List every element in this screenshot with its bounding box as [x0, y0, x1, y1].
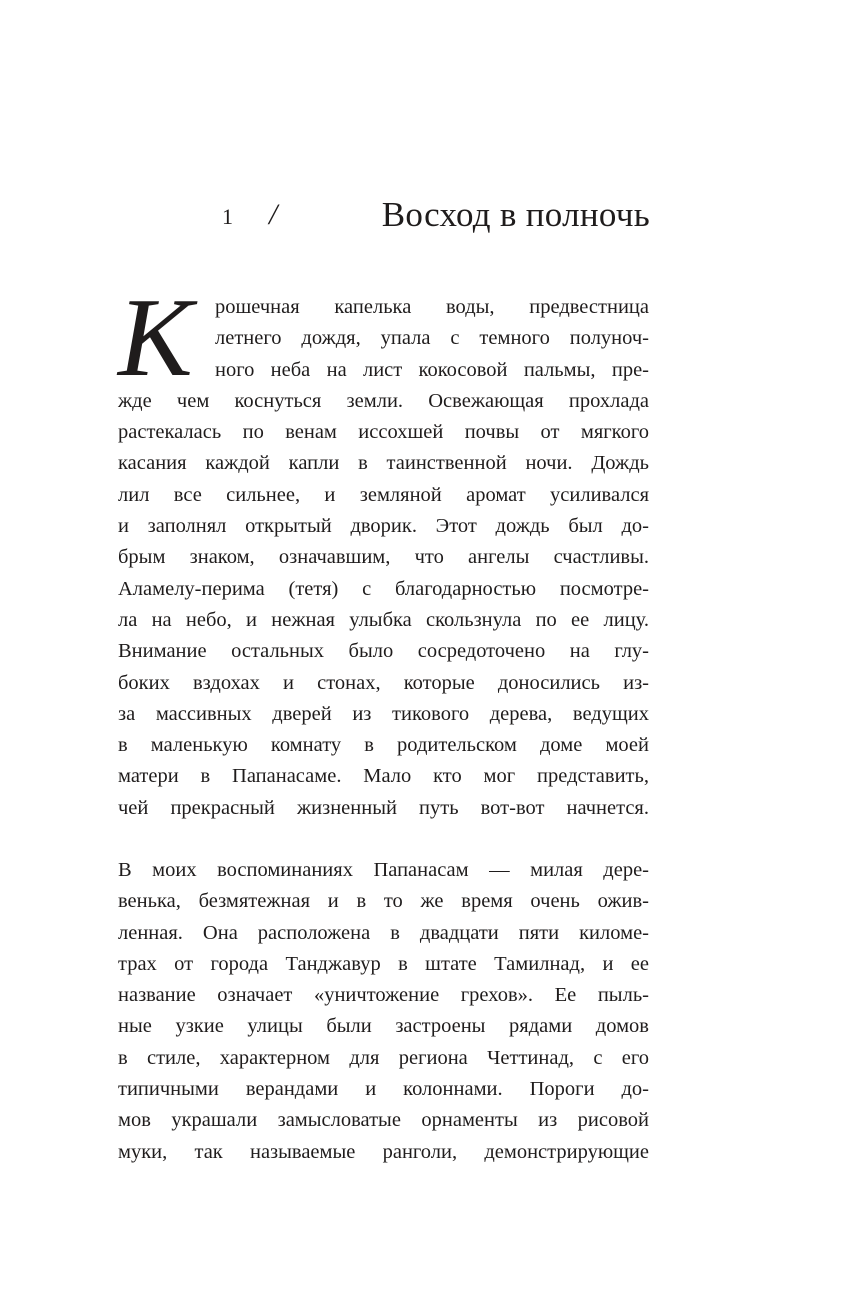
- text-line: растекалась по венам иссохшей почвы от мягкого: [118, 421, 649, 444]
- text-line: венька, безмятежная и в то же время очень ожив-: [118, 890, 649, 913]
- text-line: в маленькую комнату в родительском доме моей: [118, 734, 649, 757]
- chapter-number: 1: [222, 204, 233, 229]
- text-line: ла на небо, и нежная улыбка скользнула по ее лицу.: [118, 608, 649, 631]
- text-line: трах от города Танджавур в штате Тамилнад, и ее: [118, 952, 649, 975]
- paragraph-1: [118, 292, 649, 824]
- text-line: и заполнял открытый дворик. Этот дождь был до-: [118, 515, 649, 538]
- text-line: боких вздохах и стонах, которые доносились из-: [118, 671, 649, 694]
- paragraph-2: [118, 855, 649, 1168]
- text-line: ные узкие улицы были застроены рядами домов: [118, 1015, 649, 1038]
- drop-cap: К: [118, 276, 193, 400]
- text-line: за массивных дверей из тикового дерева, ведущих: [118, 702, 649, 725]
- text-line: ленная. Она расположена в двадцати пяти киломе-: [118, 921, 649, 944]
- text-line: в стиле, характерном для региона Четтинад, с его: [118, 1046, 649, 1069]
- text-line: брым знаком, означавшим, что ангелы счастливы.: [118, 546, 649, 569]
- text-line: муки, так называемые ранголи, демонстрирующие: [118, 1140, 649, 1163]
- text-line: мов украшали замысловатые орнаменты из рисовой: [118, 1109, 649, 1132]
- chapter-title: Восход в полночь: [381, 195, 650, 234]
- text-line: Аламелу-перима (тетя) с благодарностью посмотре-: [118, 577, 649, 600]
- text-line: рошечная капелька воды, предвестница: [215, 296, 649, 318]
- text-line: чей прекрасный жизненный путь вот-вот начнется.: [118, 796, 649, 819]
- text-line: Внимание остальных было сосредоточено на глу-: [118, 640, 649, 663]
- text-line: касания каждой капли в таинственной ночи. Дождь: [118, 452, 649, 475]
- text-line: лил все сильнее, и земляной аромат усиливался: [118, 483, 649, 506]
- text-line: жде чем коснуться земли. Освежающая прохлада: [118, 389, 649, 412]
- text-line: типичными верандами и колоннами. Пороги до-: [118, 1078, 649, 1101]
- text-line: название означает «уничтожение грехов». Ее пыль-: [118, 984, 649, 1007]
- text-line: ного неба на лист кокосовой пальмы, пре-: [215, 358, 649, 381]
- chapter-separator: /: [269, 198, 278, 231]
- text-line: В моих воспоминаниях Папанасам — милая дере-: [118, 859, 649, 881]
- text-line: летнего дождя, упала с темного полуноч-: [215, 327, 649, 350]
- text-line: матери в Папанасаме. Мало кто мог представить,: [118, 765, 649, 788]
- chapter-heading: [0, 194, 650, 244]
